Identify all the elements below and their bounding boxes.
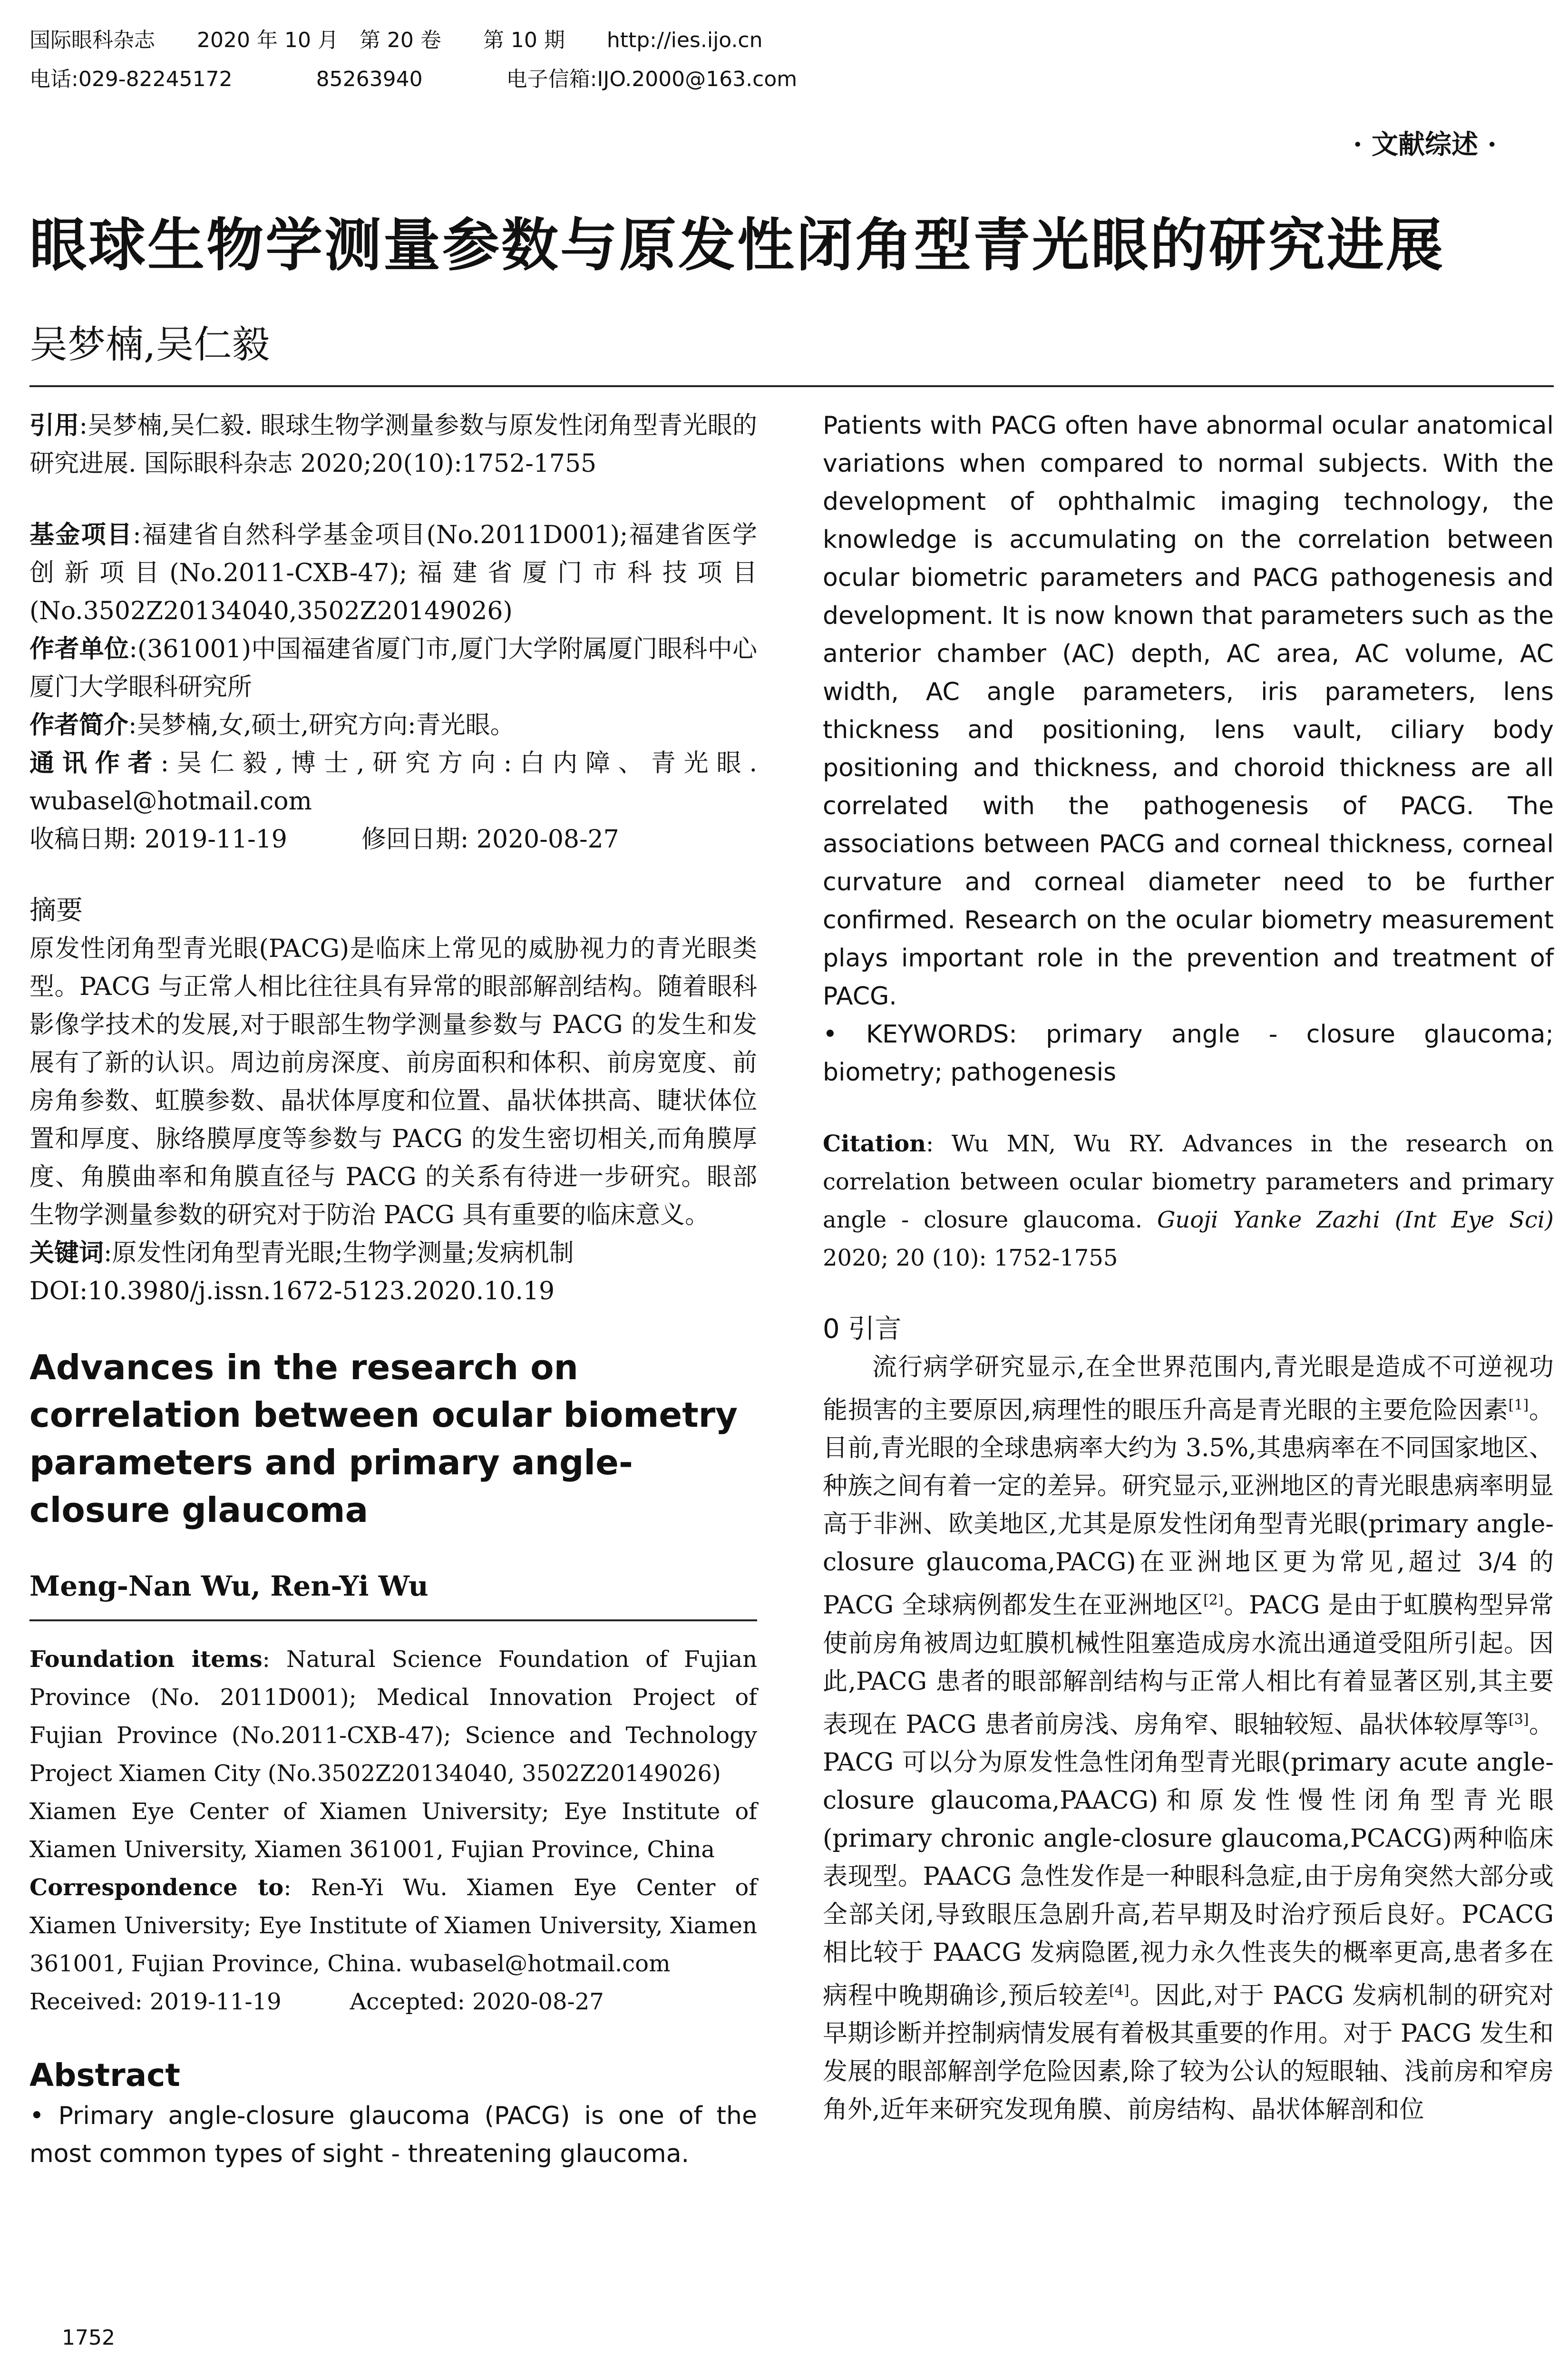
journal-header-line1: 国际眼科杂志 2020 年 10 月 第 20 卷 第 10 期 http://ies.ijo.cn (29, 28, 763, 52)
fund-label: 基金项目 (29, 521, 133, 549)
english-title: Advances in the research on correlation between ocular biometry parameters and primary angle-closure glaucoma (29, 1347, 738, 1530)
fund-text: :福建省自然科学基金项目(No.2011D001);福建省医学创新项目(No.2011-CXB-47);福建省厦门市科技项目(No.3502Z20134040,3502Z20149026) (29, 521, 757, 625)
abstract-heading-cn: 摘要 (29, 895, 83, 926)
intro-paragraph (823, 1348, 1554, 2129)
page-number: 1752 (62, 2326, 115, 2350)
keywords-cn (29, 1234, 757, 1272)
doi: DOI:10.3980/j.issn.1672-5123.2020.10.19 (29, 1277, 555, 1305)
abstract-en-continued: Patients with PACG often have abnormal ocular anatomical variations when compared to normal subjects. With the development of ophthalmic imaging technology, the knowledge is accumulating on the correlation between ocular biometric parameters and PACG pathogenesis and development. It is now known that parameters such as the anterior chamber (AC) depth, AC area, AC volume, AC width, AC angle parameters, iris parameters, lens thickness and positioning, lens vault, ciliary body positioning and thickness, and choroid thickness are all correlated with the pathogenesis of PACG. The associations between PACG and corneal thickness, corneal curvature and corneal diameter need to be further confirmed. Research on the ocular biometry measurement plays important role in the prevention and treatment of PACG. (823, 411, 1554, 1011)
correspondence-label: Correspondence to (29, 1874, 284, 1901)
author-unit (29, 630, 757, 706)
correspondence-en (29, 1869, 757, 1983)
unit-label: 作者单位 (29, 635, 129, 663)
keywords-label: 关键词 (29, 1239, 104, 1267)
citation-label: 引用 (29, 411, 79, 440)
received-accepted: Received: 2019-11-19 Accepted: 2020-08-27 (29, 1988, 604, 2015)
abstract-text-cn: 原发性闭角型青光眼(PACG)是临床上常见的威胁视力的青光眼类型。PACG 与正常人相比往往具有异常的眼部解剖结构。随着眼科影像学技术的发展,对于眼部生物学测量参数与 PACG 的发生和发展有了新的认识。周边前房深度、前房面积和体积、前房宽度、前房角参数、虹膜参数、晶状体厚度和位置、晶状体拱高、睫状体位置和厚度、脉络膜厚度等参数与 PACG 的发生密切相关,而角膜厚度、角膜曲率和角膜直径与 PACG 的关系有待进一步研究。眼部生物学测量参数的研究对于防治 PACG 具有重要的临床意义。 (29, 935, 757, 1229)
bio-label: 作者简介 (29, 711, 129, 740)
authors-cn: 吴梦楠,吴仁毅 (29, 322, 270, 367)
citation-en-text-a: : Wu MN, Wu RY. Advances in the research on correlation between ocular biometry parameters and primary angle - closure glaucoma. (823, 1130, 1554, 1233)
citation-en-label: Citation (823, 1130, 926, 1157)
keywords-text: :原发性闭角型青光眼;生物学测量;发病机制 (104, 1239, 574, 1267)
citation-en-text-b: 2020; 20 (10): 1752-1755 (823, 1245, 1118, 1271)
mid-divider (29, 1619, 757, 1621)
reference-4: [4] (1109, 1982, 1130, 1999)
reference-1: [1] (1508, 1397, 1529, 1413)
intro-text-2: 。目前,青光眼的全球患病率大约为 3.5%,其患病率在不同国家地区、种族之间有着一定的差异。研究显示,亚洲地区的青光眼患病率明显高于非洲、欧美地区,尤其是原发性闭角型青光眼(primary angle-closure glaucoma,PACG)在亚洲地区更为常见,超过 3/4 的 PACG 全球病例都发生在亚洲地区 (823, 1396, 1554, 1620)
top-divider (29, 385, 1554, 387)
journal-header-line2: 电话:029-82245172 85263940 电子信箱:IJO.2000@163.com (29, 67, 798, 91)
intro-text-3: 。PACG 是由于虹膜构型异常使前房角被周边虹膜机械性阻塞造成房水流出通道受阻所引起。因此,PACG 患者的眼部解剖结构与正常人相比有着显著区别,其主要表现在 PACG 患者前房浅、房角窄、眼轴较短、晶状体较厚等 (823, 1591, 1554, 1739)
foundation-items-en (29, 1640, 757, 1792)
intro-text-1: 流行病学研究显示,在全世界范围内,青光眼是造成不可逆视功能损害的主要原因,病理性的眼压升高是青光眼的主要危险因素 (823, 1353, 1554, 1425)
reference-2: [2] (1203, 1592, 1224, 1609)
corr-text: :吴仁毅,博士,研究方向:白内障、青光眼. wubasel@hotmail.com (29, 749, 757, 816)
abstract-heading-en: Abstract (29, 2057, 180, 2094)
citation-text: :吴梦楠,吴仁毅. 眼球生物学测量参数与原发性闭角型青光眼的研究进展. 国际眼科杂志 2020;20(10):1752-1755 (29, 411, 757, 478)
english-authors: Meng-Nan Wu, Ren-Yi Wu (29, 1570, 429, 1602)
section-type: · 文献综述 · (1353, 129, 1497, 160)
affiliation-en: Xiamen Eye Center of Xiamen University; Eye Institute of Xiamen University, Xiamen 361001, Fujian Province, China (29, 1798, 757, 1863)
citation-cn (29, 407, 757, 483)
corresponding-author (29, 744, 757, 820)
intro-text-4: 。PACG 可以分为原发性急性闭角型青光眼(primary acute angle-closure glaucoma,PAACG)和原发性慢性闭角型青光眼(primary chronic angle-closure glaucoma,PCACG)两种临床表现型。PAACG 急性发作是一种眼科急症,由于房角突然大部分或全部关闭,导致眼压急剧升高,若早期及时治疗预后良好。PCACG 相比较于 PAACG 发病隐匿,视力永久性丧失的概率更高,患者多在病程中晚期确诊,预后较差 (823, 1710, 1554, 2010)
correspondence-text: : Ren-Yi Wu. Xiamen Eye Center of Xiamen University; Eye Institute of Xiamen University, Xiamen 361001, Fujian Province, China. wubasel@hotmail.com (29, 1874, 758, 1977)
fund-items (29, 516, 757, 630)
intro-text-5: 。因此,对于 PACG 发病机制的研究对早期诊断并控制病情发展有着极其重要的作用。对于 PACG 发生和发展的眼部解剖学危险因素,除了较为公认的短眼轴、浅前房和窄房角外,近年来研究发现角膜、前房结构、晶状体解剖和位 (823, 1981, 1554, 2124)
abstract-en-start: • Primary angle-closure glaucoma (PACG) is one of the most common types of sight - threatening glaucoma. (29, 2102, 757, 2168)
page-title: 眼球生物学测量参数与原发性闭角型青光眼的研究进展 (29, 213, 1445, 279)
corr-label: 通讯作者 (29, 749, 161, 778)
foundation-text: : Natural Science Foundation of Fujian Province (No. 2011D001); Medical Innovation Project of Fujian Province (No.2011-CXB-47); Science and Technology Project Xiamen City (No.3502Z20134040, 3502Z20149026) (29, 1646, 757, 1787)
bio-text: :吴梦楠,女,硕士,研究方向:青光眼。 (128, 711, 515, 740)
author-bio (29, 706, 757, 744)
reference-3: [3] (1509, 1711, 1529, 1728)
citation-en (823, 1125, 1554, 1277)
dates-cn: 收稿日期: 2019-11-19 修回日期: 2020-08-27 (29, 825, 619, 854)
left-column (29, 407, 757, 2173)
intro-heading: 0 引言 (823, 1314, 902, 1344)
keywords-en: • KEYWORDS: primary angle - closure glaucoma; biometry; pathogenesis (823, 1020, 1554, 1087)
foundation-label: Foundation items (29, 1646, 263, 1673)
unit-text: :(361001)中国福建省厦门市,厦门大学附属厦门眼科中心 厦门大学眼科研究所 (29, 635, 757, 701)
citation-en-journal: Guoji Yanke Zazhi (Int Eye Sci) (1157, 1207, 1554, 1233)
right-column (823, 407, 1554, 2129)
